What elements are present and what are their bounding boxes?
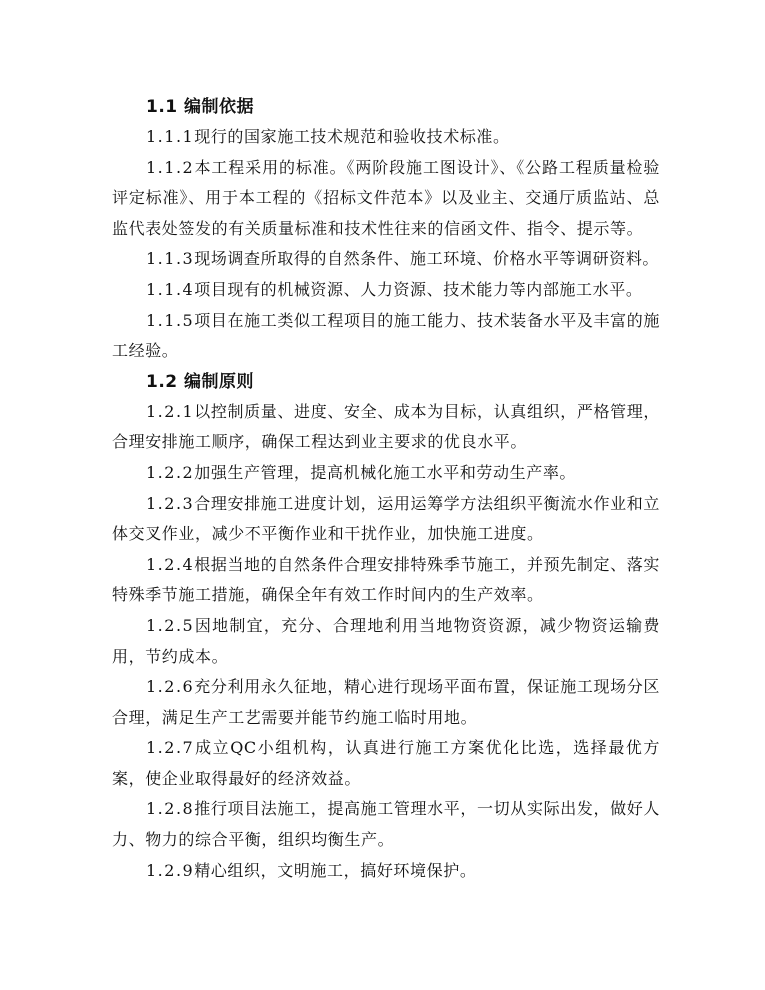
paragraph-text: 精心组织，文明施工，搞好环境保护。 xyxy=(194,860,477,880)
paragraph-text: 项目现有的机械资源、人力资源、技术能力等内部施工水平。 xyxy=(194,279,643,299)
paragraph xyxy=(112,275,660,306)
paragraph xyxy=(112,489,660,550)
clause-number: 1.1.4 xyxy=(146,279,195,299)
paragraph xyxy=(112,672,660,733)
paragraph xyxy=(112,153,660,245)
paragraph xyxy=(112,122,660,153)
paragraph xyxy=(112,244,660,275)
paragraph-text: 加强生产管理，提高机械化施工水平和劳动生产率。 xyxy=(194,462,577,482)
section-compilation-principles xyxy=(112,367,660,887)
paragraph-text: 推行项目法施工，提高施工管理水平，一切从实际出发，做好人力、物力的综合平衡，组织均衡生产。 xyxy=(112,799,660,850)
clause-number: 1.2.4 xyxy=(146,554,195,574)
paragraph xyxy=(112,856,660,887)
clause-number: 1.2.7 xyxy=(146,738,195,758)
paragraph-text: 以控制质量、进度、安全、成本为目标，认真组织，严格管理，合理安排施工顺序，确保工程达到业主要求的优良水平。 xyxy=(112,401,660,452)
clause-number: 1.1.1 xyxy=(146,127,195,146)
paragraph-text: 根据当地的自然条件合理安排特殊季节施工，并预先制定、落实特殊季节施工措施，确保全年有效工作时间内的生产效率。 xyxy=(112,554,660,605)
clause-number: 1.2.1 xyxy=(146,401,195,421)
paragraph-text: 成立QC小组机构，认真进行施工方案优化比选，选择最优方案，使企业取得最好的经济效益。 xyxy=(112,738,660,788)
clause-number: 1.2.6 xyxy=(146,677,195,697)
clause-number: 1.2.3 xyxy=(146,493,195,513)
paragraph-text: 本工程采用的标准。《两阶段施工图设计》、《公路工程质量检验评定标准》、用于本工程的《招标文件范本》以及业主、交通厅质监站、总监代表处签发的有关质量标准和技术性往来的信函文件、指令、提示等。 xyxy=(112,157,660,238)
paragraph-text: 因地制宜，充分、合理地利用当地物资资源，减少物资运输费用，节约成本。 xyxy=(112,615,660,666)
clause-number: 1.2.5 xyxy=(146,615,195,635)
section-heading: 1.1 编制依据 xyxy=(146,97,255,117)
clause-number: 1.2.2 xyxy=(146,462,195,482)
paragraph-text: 充分利用永久征地，精心进行现场平面布置，保证施工现场分区合理，满足生产工艺需要并能节约施工临时用地。 xyxy=(112,677,660,727)
paragraph xyxy=(112,611,660,672)
section-heading: 1.2 编制原则 xyxy=(146,371,255,392)
paragraph xyxy=(112,458,660,489)
paragraph xyxy=(112,794,660,855)
paragraph xyxy=(112,306,660,367)
clause-number: 1.1.3 xyxy=(146,249,195,269)
paragraph xyxy=(112,733,660,794)
section-compilation-basis xyxy=(112,92,660,367)
document-body xyxy=(112,92,660,886)
paragraph-text: 合理安排施工进度计划，运用运筹学方法组织平衡流水作业和立体交叉作业，减少不平衡作业和干扰作业，加快施工进度。 xyxy=(112,493,660,544)
clause-number: 1.2.9 xyxy=(146,860,195,880)
paragraph-text: 现行的国家施工技术规范和验收技术标准。 xyxy=(194,127,510,146)
paragraph-text: 现场调查所取得的自然条件、施工环境、价格水平等调研资料。 xyxy=(194,249,660,269)
paragraph xyxy=(112,397,660,458)
paragraph-text: 项目在施工类似工程项目的施工能力、技术装备水平及丰富的施工经验。 xyxy=(112,310,660,361)
clause-number: 1.1.2 xyxy=(146,157,195,177)
clause-number: 1.1.5 xyxy=(146,310,195,330)
clause-number: 1.2.8 xyxy=(146,799,195,819)
paragraph xyxy=(112,550,660,611)
